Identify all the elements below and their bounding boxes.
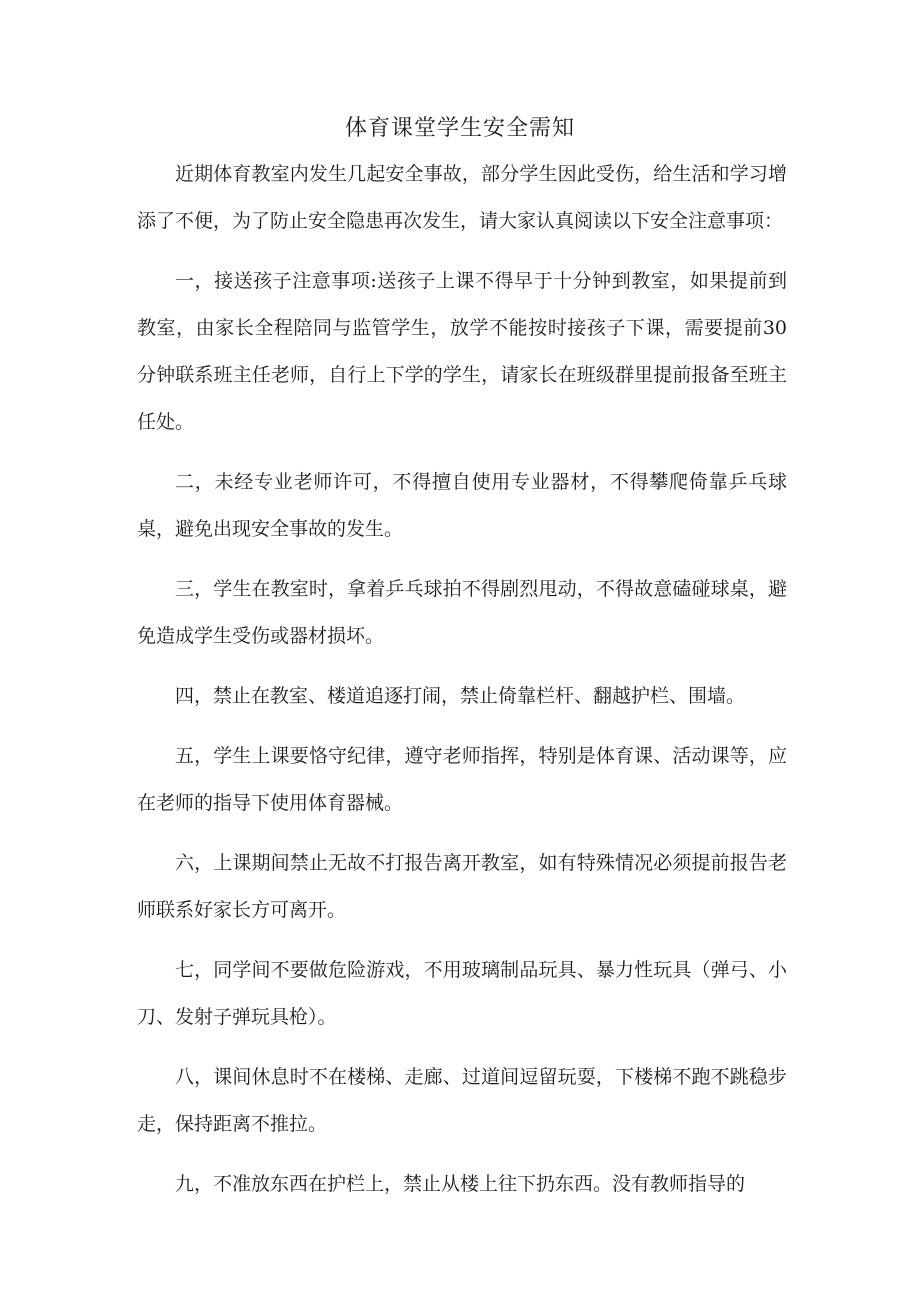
rule-3-paragraph: 三，学生在教室时，拿着乒乓球拍不得剧烈甩动，不得故意磕碰球桌，避免造成学生受伤或器材损坏。 (137, 578, 787, 647)
rule-6-paragraph: 六，上课期间禁止无故不打报告离开教室，如有特殊情况必须提前报告老师联系好家长方可离开。 (137, 852, 787, 921)
rule-7-paragraph: 七，同学间不要做危险游戏，不用玻璃制品玩具、暴力性玩具（弹弓、小刀、发射子弹玩具枪）。 (137, 959, 787, 1028)
intro-paragraph: 近期体育教室内发生几起安全事故，部分学生因此受伤，给生活和学习增添了不便，为了防止安全隐患再次发生，请大家认真阅读以下安全注意事项： (137, 163, 787, 232)
document-body (137, 151, 787, 1221)
rule-1-paragraph: 一，接送孩子注意事项:送孩子上课不得早于十分钟到教室，如果提前到教室，由家长全程陪同与监管学生，放学不能按时接孩子下课，需要提前30分钟联系班主任老师，自行上下学的学生，请家长在班级群里提前报备至班主任处。 (137, 270, 787, 433)
rule-2-paragraph: 二，未经专业老师许可，不得擅自使用专业器材，不得攀爬倚靠乒乓球桌，避免出现安全事故的发生。 (137, 471, 787, 540)
document-title: 体育课堂学生安全需知 (344, 116, 575, 141)
rule-8-paragraph: 八，课间休息时不在楼梯、走廊、过道间逗留玩耍，下楼梯不跑不跳稳步走，保持距离不推拉。 (137, 1066, 787, 1135)
rule-5-paragraph: 五，学生上课要恪守纪律，遵守老师指挥，特别是体育课、活动课等，应在老师的指导下使用体育器械。 (137, 745, 787, 814)
rule-4-paragraph: 四，禁止在教室、楼道追逐打闹，禁止倚靠栏杆、翻越护栏、围墙。 (175, 685, 746, 707)
rule-9-paragraph: 九，不准放东西在护栏上，禁止从楼上往下扔东西。没有教师指导的 (175, 1173, 746, 1195)
